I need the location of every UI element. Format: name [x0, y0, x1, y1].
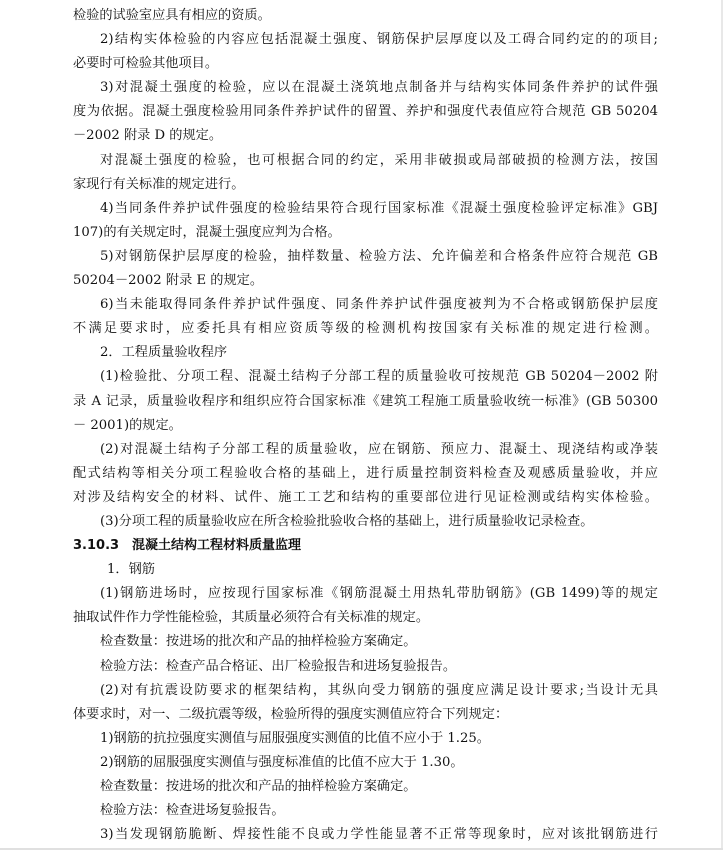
- text-line: 检验的试验室应具有相应的资质。: [73, 8, 271, 23]
- document-body: [73, 4, 658, 847]
- text-line: 3)当发现钢筋脆断、焊接性能不良或力学性能显著不正常等现象时，应对该批钢筋进行: [100, 827, 658, 843]
- text-line: 3)对混凝土强度的检验，应以在混凝土浇筑地点制备并与结构实体同条件养护的试件强: [100, 80, 658, 96]
- text-line: 对涉及结构安全的材料、试件、施工工艺和结构的重要部位进行见证检测或结构实体检验。: [73, 489, 658, 505]
- text-line: 度为依据。混凝土强度检验用同条件养护试件的留置、养护和强度代表值应符合规范 GB 50204: [73, 104, 658, 120]
- text-line: 不满足要求时，应委托具有相应资质等级的检测机构按国家有关标准的规定进行检测。: [73, 321, 658, 337]
- text-line: 2)钢筋的屈服强度实测值与强度标准值的比值不应大于 1.30。: [100, 754, 464, 770]
- text-line: 录 A 记录，质量验收程序和组织应符合国家标准《建筑工程施工质量验收统一标准》(GB 50300: [73, 393, 658, 409]
- text-line: 1)钢筋的抗拉强度实测值与屈服强度实测值的比值不应小于 1.25。: [100, 730, 490, 746]
- text-line: 6)当未能取得同条件养护试件强度、同条件养护试件强度被判为不合格或钢筋保护层度: [100, 297, 658, 313]
- text-line: 2)结构实体检验的内容应包括混凝土强度、钢筋保护层厚度以及工碍合同约定的的项目;: [100, 32, 658, 48]
- text-line: 家现行有关标准的规定进行。: [73, 176, 245, 192]
- text-line: 配式结构等相关分项工程验收合格的基础上，进行质量控制资料检查及观感质量验收，并应: [73, 465, 658, 481]
- text-line: 检查数量：按进场的批次和产品的抽样检验方案确定。: [100, 634, 417, 650]
- text-line: 检查数量：按进场的批次和产品的抽样检验方案确定。: [100, 779, 417, 794]
- section-subheading: 2．工程质量验收程序: [100, 345, 228, 361]
- text-line: 检验方法：检查产品合格证、出厂检验报告和进场复验报告。: [100, 658, 457, 674]
- text-line: 必要时可检验其他项目。: [73, 56, 219, 72]
- text-line: 107)的有关规定时，混凝土强度应判为合格。: [73, 224, 341, 240]
- text-line: (2)对有抗震设防要求的框架结构，其纵向受力钢筋的强度应满足设计要求;当设计无具: [100, 682, 658, 698]
- text-line: － 2001)的规定。: [73, 417, 182, 433]
- text-line: 对混凝土强度的检验，也可根据合同的约定，采用非破损或局部破损的检测方法，按国: [100, 152, 658, 168]
- text-line: 抽取试件作力学性能检验，其质量必须符合有关标准的规定。: [73, 610, 430, 626]
- section-heading: 3.10.3 混凝土结构工程材料质量监理: [73, 538, 302, 554]
- text-line: 体要求时，对一、二级抗震等级，检验所得的强度实测值应符合下列规定：: [73, 706, 509, 722]
- text-line: (1)钢筋进场时，应按现行国家标准《钢筋混凝土用热轧带肋钢筋》(GB 1499)等的规定: [100, 586, 658, 602]
- text-line: 50204－2002 附录 E 的规定。: [73, 273, 264, 289]
- text-line: (3)分项工程的质量验收应在所含检验批验收合格的基础上，进行质量验收记录检查。: [100, 513, 594, 529]
- text-line: (2)对混凝土结构子分部工程的质量验收，应在钢筋、预应力、混凝土、现浇结构或净装: [100, 441, 658, 457]
- text-line: 4)当同条件养护试件强度的检验结果符合现行国家标准《混凝土强度检验评定标准》GBJ: [100, 200, 658, 216]
- text-line: －2002 附录 D 的规定。: [73, 128, 223, 144]
- text-line: (1)检验批、分项工程、混凝土结构子分部工程的质量验收可按规范 GB 50204－2002 附: [100, 369, 658, 385]
- text-line: 检验方法：检查进场复验报告。: [100, 803, 285, 819]
- section-subheading: 1．钢筋: [107, 562, 155, 578]
- text-line: 5)对钢筋保护层厚度的检验，抽样数量、检验方法、允许偏差和合格条件应符合规范 GB: [100, 248, 658, 264]
